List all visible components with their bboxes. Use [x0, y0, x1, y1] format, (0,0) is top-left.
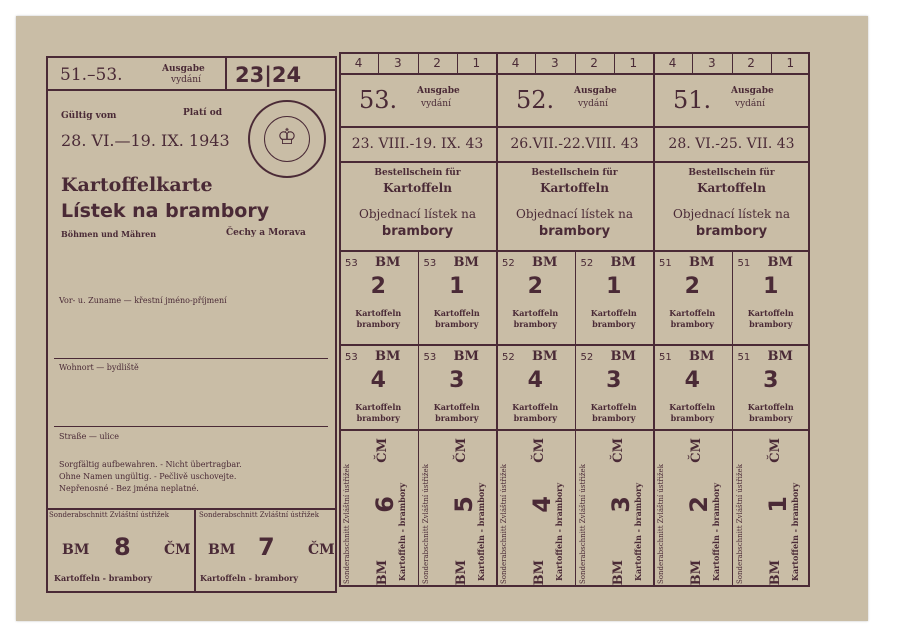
order-line-1: Bestellschein für — [374, 168, 461, 178]
plati-label: Platí od — [183, 108, 223, 118]
coupon-text-1: Kartoffeln — [512, 402, 559, 412]
bm-mark: BM — [375, 255, 401, 270]
issue-dates: 26.VII.-22.VIII. 43 — [510, 136, 639, 152]
cm-mark: ČM — [453, 438, 469, 463]
coupon-number: 3 — [606, 496, 635, 513]
coupon-text-2: brambory — [592, 413, 636, 423]
strip-number: 4 — [354, 56, 363, 70]
coupon-footer: Kartoffeln - brambory — [54, 573, 153, 583]
street-field-label: Straße — ulice — [59, 432, 119, 441]
cm-mark: ČM — [689, 438, 704, 463]
coupon-number: 3 — [763, 368, 779, 393]
grid-line — [732, 431, 733, 587]
coupon-text-2: brambory — [435, 319, 479, 329]
special-label: Sonderabschnitt Zvláštní ústřižek — [343, 464, 351, 584]
ausgabe-label: Ausgabe — [162, 64, 205, 74]
bm-mark: BM — [767, 255, 793, 270]
title-czech: Lístek na brambory — [61, 200, 270, 222]
cm-mark: ČM — [164, 542, 191, 558]
order-line-4: brambory — [381, 224, 454, 239]
coupon-issue: 52 — [580, 352, 594, 363]
name-field-line — [54, 358, 328, 359]
bm-mark: BM — [689, 349, 715, 364]
vydani-label: vydání — [578, 99, 608, 109]
coupon-footer: Kartoffeln - brambory — [632, 482, 643, 581]
ministry-seal-icon — [248, 100, 326, 178]
coupon-number: 2 — [527, 274, 543, 299]
coupon-number: 4 — [684, 368, 700, 393]
bm-mark: BM — [610, 560, 626, 586]
order-line-3: Objednací lístek na — [358, 207, 476, 221]
coupon-text-1: Kartoffeln — [433, 308, 480, 318]
residence-field-label: Wohnort — bydliště — [59, 363, 139, 372]
coupon-number: 2 — [684, 274, 700, 299]
ausgabe-label: Ausgabe — [731, 86, 774, 96]
coupon-text-1: Kartoffeln — [747, 308, 794, 318]
note-line-2: Ohne Namen ungültig. - Pečlivě uschovejte. — [59, 472, 237, 481]
bm-mark: BM — [453, 560, 469, 586]
coupon-number: 2 — [685, 496, 713, 513]
coupon-footer: Kartoffeln - brambory — [789, 482, 800, 581]
order-line-4: brambory — [695, 224, 768, 239]
strip-number: 3 — [551, 56, 559, 70]
bm-mark: BM — [610, 255, 636, 270]
cm-mark: ČM — [767, 438, 783, 463]
coupon-issue: 52 — [502, 258, 515, 269]
coupon-text-2: brambory — [513, 319, 557, 329]
grid-line — [575, 431, 576, 587]
coupon-number: 3 — [449, 368, 465, 393]
bm-mark: BM — [610, 349, 636, 364]
coupon-text-1: Kartoffeln — [669, 402, 716, 412]
bm-mark: BM — [453, 255, 479, 270]
bm-mark: BM — [532, 560, 547, 586]
coupon-number: 1 — [606, 274, 622, 299]
coupon-issue: 53 — [423, 352, 437, 363]
bm-mark: BM — [689, 560, 704, 586]
note-line-1: Sorgfältig aufbewahren. - Nicht übertragbar. — [59, 460, 242, 469]
coupon-issue: 51 — [659, 258, 672, 269]
bm-mark: BM — [689, 255, 715, 270]
order-line-2: Kartoffeln — [383, 181, 452, 195]
issue-dates: 23. VIII.-19. IX. 43 — [351, 136, 484, 152]
coupon-number: 3 — [606, 368, 622, 393]
coupon-text-2: brambory — [356, 413, 400, 423]
cm-mark: ČM — [532, 438, 547, 463]
strip-number: 1 — [786, 56, 795, 70]
special-label: Sonderabschnitt Zvláštní ústřižek — [500, 464, 508, 584]
coupon-text-2: brambory — [592, 319, 636, 329]
region-czech: Čechy a Morava — [226, 228, 306, 238]
issue-dates: 28. VI.-25. VII. 43 — [668, 136, 795, 152]
strip-number: 4 — [668, 56, 677, 70]
coupon-text-2: brambory — [435, 413, 479, 423]
coupon-issue: 51 — [737, 352, 751, 363]
strip-number: 4 — [511, 56, 520, 70]
coupon-text-1: Kartoffeln — [590, 402, 637, 412]
order-line-3: Objednací lístek na — [515, 207, 633, 221]
ausgabe-label: Ausgabe — [574, 86, 617, 96]
bm-mark: BM — [767, 560, 783, 586]
strip-number: 2 — [590, 56, 598, 70]
strip-number: 3 — [708, 56, 716, 70]
ausgabe-label: Ausgabe — [417, 86, 460, 96]
coupon-text-2: brambory — [513, 413, 557, 423]
coupon-text-2: brambory — [670, 413, 714, 423]
vydani-label: vydání — [421, 99, 451, 109]
coupon-number: 1 — [763, 496, 792, 513]
bm-mark: BM — [375, 560, 390, 586]
coupon-footer: Kartoffeln - brambory — [475, 482, 486, 581]
bm-mark: BM — [532, 349, 558, 364]
coupon-issue: 53 — [423, 258, 437, 269]
gultig-label: Gültig vom — [61, 111, 117, 121]
coupon-footer: Kartoffeln - brambory — [554, 482, 564, 581]
strip-number: 3 — [394, 56, 402, 70]
ration-card — [16, 16, 868, 621]
issue-number: 51. — [673, 86, 712, 114]
coupon-text-1: Kartoffeln — [355, 308, 402, 318]
coupon-number: 2 — [370, 274, 386, 299]
special-label: Sonderabschnitt Zvláštní ústřižek — [657, 464, 665, 584]
strip-number: 1 — [629, 56, 638, 70]
special-label: Sonderabschnitt Zvláštní ústřižek — [49, 511, 169, 519]
order-line-2: Kartoffeln — [540, 181, 609, 195]
strip-number: 1 — [472, 56, 481, 70]
coupon-text-1: Kartoffeln — [355, 402, 402, 412]
coupon-footer: Kartoffeln - brambory — [200, 573, 299, 583]
order-line-4: brambory — [538, 224, 611, 239]
title-german: Kartoffelkarte — [61, 174, 213, 196]
order-line-3: Objednací lístek na — [672, 207, 790, 221]
grid-line — [339, 161, 810, 163]
coupon-text-2: brambory — [356, 319, 400, 329]
coupon-text-1: Kartoffeln — [669, 308, 716, 318]
vydani-label: vydání — [171, 75, 201, 85]
coupon-text-2: brambory — [749, 413, 793, 423]
strip-number: 2 — [433, 56, 441, 70]
strip-number: 2 — [747, 56, 755, 70]
validity-period: 28. VI.—19. IX. 1943 — [61, 131, 230, 150]
name-field-label: Vor- u. Zuname — křestní jméno-příjmení — [59, 296, 227, 305]
order-line-1: Bestellschein für — [688, 168, 775, 178]
bm-mark: BM — [532, 255, 558, 270]
cm-mark: ČM — [610, 438, 626, 463]
issue-range: 51.–53. — [60, 65, 123, 85]
coupon-issue: 53 — [345, 352, 358, 363]
order-line-1: Bestellschein für — [531, 168, 618, 178]
coupon-issue: 52 — [502, 352, 515, 363]
region-german: Böhmen und Mähren — [61, 229, 157, 239]
bm-mark: BM — [208, 542, 236, 558]
special-coupon-7 — [196, 509, 337, 593]
coupon-text-2: brambory — [749, 319, 793, 329]
coupon-number: 4 — [527, 368, 543, 393]
bm-mark: BM — [453, 349, 479, 364]
grid-line — [418, 431, 419, 587]
bm-mark: BM — [767, 349, 793, 364]
coupon-issue: 51 — [659, 352, 672, 363]
coupon-issue: 53 — [345, 258, 358, 269]
order-line-2: Kartoffeln — [697, 181, 766, 195]
issue-number: 52. — [516, 86, 555, 114]
coupon-text-1: Kartoffeln — [512, 308, 559, 318]
special-label: Sonderabschnitt Zvláštní ústřižek — [735, 464, 744, 584]
coupon-text-2: brambory — [670, 319, 714, 329]
coupon-number: 4 — [528, 496, 556, 513]
special-coupon-8 — [46, 509, 194, 593]
card-number: 23|24 — [235, 63, 302, 87]
coupon-number: 1 — [763, 274, 779, 299]
coupon-issue: 51 — [737, 258, 751, 269]
bm-mark: BM — [375, 349, 401, 364]
vydani-label: vydání — [735, 99, 765, 109]
issue-number: 53. — [359, 86, 398, 114]
note-line-3: Nepřenosné - Bez jména neplatné. — [59, 484, 199, 493]
cm-mark: ČM — [375, 438, 390, 463]
lion-emblem-icon: ♔ — [277, 125, 297, 150]
coupon-number: 8 — [114, 533, 131, 561]
grid-line — [339, 126, 810, 128]
bm-mark: BM — [62, 542, 90, 558]
coupon-number: 1 — [449, 274, 465, 299]
coupon-number: 6 — [371, 496, 399, 513]
special-label: Sonderabschnitt Zvláštní ústřižek — [421, 464, 430, 584]
coupon-text-1: Kartoffeln — [590, 308, 637, 318]
cm-mark: ČM — [308, 542, 335, 558]
coupon-text-1: Kartoffeln — [433, 402, 480, 412]
special-label: Sonderabschnitt Zvláštní ústřižek — [578, 464, 587, 584]
residence-field-line — [54, 426, 328, 427]
coupon-footer: Kartoffeln - brambory — [711, 482, 721, 581]
coupon-number: 4 — [370, 368, 386, 393]
coupon-footer: Kartoffeln - brambory — [397, 482, 407, 581]
special-label: Sonderabschnitt Zvláštní ústřižek — [199, 511, 319, 519]
coupon-number: 7 — [258, 533, 275, 561]
coupon-text-1: Kartoffeln — [747, 402, 794, 412]
coupon-issue: 52 — [580, 258, 594, 269]
grid-line — [339, 73, 810, 75]
coupon-number: 5 — [449, 496, 478, 513]
